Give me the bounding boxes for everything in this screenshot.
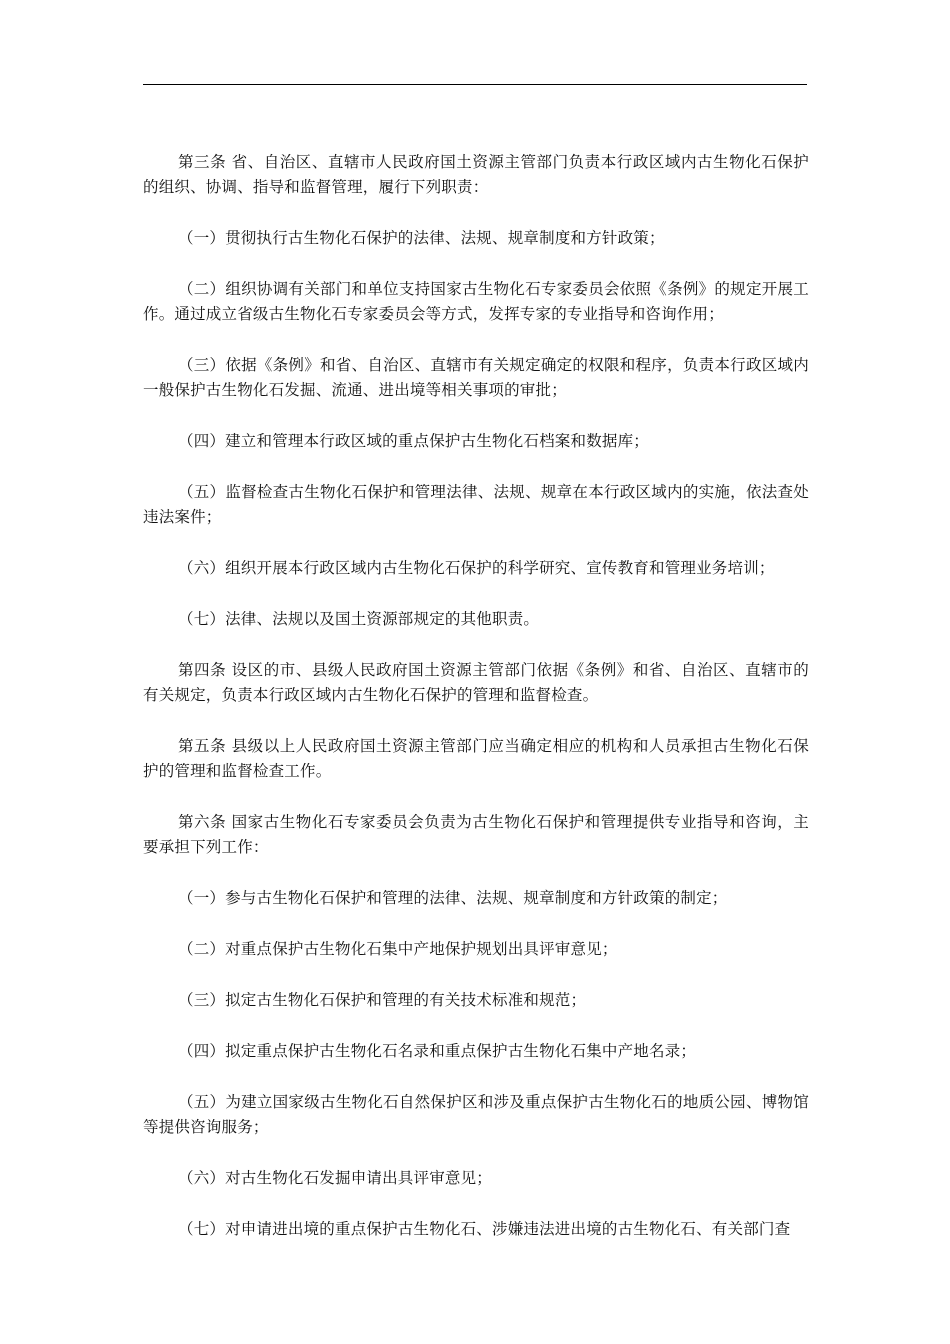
article-3-item-7: （七）法律、法规以及国土资源部规定的其他职责。 bbox=[178, 610, 540, 628]
article-6-item-3: （三）拟定古生物化石保护和管理的有关技术标准和规范； bbox=[178, 991, 587, 1009]
article-4: 第四条 设区的市、县级人民政府国土资源主管部门依据《条例》和省、自治区、直辖市的有关规定，负责本行政区域内古生物化石保护的管理和监督检查。 bbox=[143, 661, 809, 704]
article-3-item-1: （一）贯彻执行古生物化石保护的法律、法规、规章制度和方针政策； bbox=[178, 229, 665, 247]
article-5: 第五条 县级以上人民政府国土资源主管部门应当确定相应的机构和人员承担古生物化石保护的管理和监督检查工作。 bbox=[143, 737, 809, 780]
article-3-item-5: （五）监督检查古生物化石保护和管理法律、法规、规章在本行政区域内的实施，依法查处违法案件； bbox=[143, 483, 809, 526]
article-6-item-2: （二）对重点保护古生物化石集中产地保护规划出具评审意见； bbox=[178, 940, 618, 958]
article-3-item-4: （四）建立和管理本行政区域的重点保护古生物化石档案和数据库； bbox=[178, 432, 650, 450]
article-6-item-6: （六）对古生物化石发掘申请出具评审意见； bbox=[178, 1169, 493, 1187]
article-6-item-4: （四）拟定重点保护古生物化石名录和重点保护古生物化石集中产地名录； bbox=[178, 1042, 697, 1060]
article-3: 第三条 省、自治区、直辖市人民政府国土资源主管部门负责本行政区域内古生物化石保护的组织、协调、指导和监督管理，履行下列职责： bbox=[143, 153, 809, 196]
article-6-item-5: （五）为建立国家级古生物化石自然保护区和涉及重点保护古生物化石的地质公园、博物馆等提供咨询服务； bbox=[143, 1093, 809, 1136]
article-3-item-2: （二）组织协调有关部门和单位支持国家古生物化石专家委员会依照《条例》的规定开展工作。通过成立省级古生物化石专家委员会等方式，发挥专家的专业指导和咨询作用； bbox=[143, 280, 809, 323]
article-6: 第六条 国家古生物化石专家委员会负责为古生物化石保护和管理提供专业指导和咨询，主要承担下列工作： bbox=[143, 813, 809, 856]
header-rule bbox=[143, 84, 807, 85]
article-6-item-1: （一）参与古生物化石保护和管理的法律、法规、规章制度和方针政策的制定； bbox=[178, 889, 728, 907]
article-3-item-3: （三）依据《条例》和省、自治区、直辖市有关规定确定的权限和程序，负责本行政区域内一般保护古生物化石发掘、流通、进出境等相关事项的审批； bbox=[143, 356, 809, 399]
document-body bbox=[143, 150, 809, 1268]
article-6-item-7: （七）对申请进出境的重点保护古生物化石、涉嫌违法进出境的古生物化石、有关部门查 bbox=[178, 1220, 791, 1238]
article-3-item-6: （六）组织开展本行政区域内古生物化石保护的科学研究、宣传教育和管理业务培训； bbox=[178, 559, 775, 577]
